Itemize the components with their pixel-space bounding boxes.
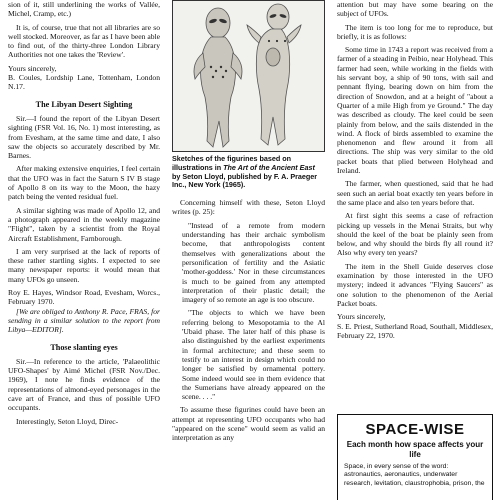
ad-body: Space, in every sense of the word: astronautics, aeronautics, underwater research, levitation, claustrophobia, prison, the <box>344 463 485 487</box>
figure-caption <box>172 155 325 190</box>
column2-paragraph-1: Concerning himself with these, Seton Lloyd writes (p. 25): <box>172 198 325 217</box>
caption-suffix: by Seton Lloyd, published by F. A. Praeger Inc., New York (1965). <box>172 171 318 190</box>
column3-paragraph-4: At first sight this seems a case of refraction picking up vessels in the Menai Straits, but why should the keel of the boat be plainly seen from below, and why should the birds fly all round it? Also why every ten years? <box>337 211 493 258</box>
library-signature: B. Coules, Lordship Lane, Tottenham, London N.17. <box>8 73 160 92</box>
column-1 <box>8 0 160 430</box>
quote-2: "The objects to which we have been referring belong to Mesopotamia to the Al 'Ubaid phase. The later half of this phase is also distinguished by the earliest experiments in formal architecture; and these seem to testify to an interest in design which could no longer be satisfied by ornamental pottery. Some indeed would see in them evidence that the Sumerians have already appeared on the scene. . . ." <box>182 308 325 402</box>
libyan-paragraph-4: I am very surprised at the lack of reports of these rather startling sights. I expected to see many newspaper reports: it would mean that many UFOs go unseen. <box>8 246 160 284</box>
column3-paragraph-1: The item is too long for me to reproduce, but briefly, it is as follows: <box>337 22 493 41</box>
libyan-paragraph-3: A similar sighting was made of Apollo 12, and a photograph appeared in the weekly magazine "Flight", taken by a scientist from the Royal Aircraft Establishment, Farnborough. <box>8 205 160 243</box>
editor-note: [We are obliged to Anthony R. Pace, FRAS, for sending in a similar solution to the report from Libya—EDITOR]. <box>8 306 160 335</box>
libyan-heading: The Libyan Desert Sighting <box>35 99 133 109</box>
column3-paragraph-2: Some time in 1743 a report was received from a farmer of a steading in Peibio, near Holyhead. This farmer had seen, while working in the fields with his servant boy, a ship of 90 tons, with sail and pennant flying, bearing down on him from the direction of Snowdon, and at a height of "about a Quarter of a mile High from ye Ground." The day was described as cloudy. The keel could be seen plainly from below, and the sails distended in the wind. A flock of birds assembled to examine the phenomenon and flew around it from all directions. The ship was very similar to the old packet boats that plied between Holyhead and Ireland. <box>337 45 493 176</box>
figurine-sketch-image <box>172 0 325 152</box>
caption-prefix: Sketches of the figurines based on illustrations in <box>172 154 292 172</box>
column3-signature: S. E. Priest, Sutherland Road, Southall, Middlesex, February 22, 1970. <box>337 321 493 340</box>
figurine-sketch-icon <box>173 1 325 152</box>
column3-paragraph-5: The item in the Shell Guide deserves close examination by those interested in the UFO mystery; indeed it advances "Flying Saucers" as one solution to the phenomenon of the Aerial Packet boats. <box>337 261 493 308</box>
ad-subtitle: Each month how space affects your life <box>346 440 484 459</box>
column-2 <box>172 0 325 447</box>
column3-paragraph-3: The farmer, when questioned, said that he had seen such an aerial boat exactly ten years before in the same place and also ten years before that. <box>337 179 493 207</box>
slanting-heading: Those slanting eyes <box>50 342 118 352</box>
column3-sign-off: Yours sincerely, <box>337 312 386 322</box>
column3-paragraph-0: attention but may have some bearing on the subject of UFOs. <box>337 0 493 19</box>
column2-paragraph-2: To assume these figurines could have been an attempt at representing UFO occupants who had "appeared on the scene" would seem as valid an interpretation as any <box>172 405 325 443</box>
libyan-signature: Roy E. Hayes, Windsor Road, Evesham, Worcs., February 1970. <box>8 288 160 307</box>
column-3 <box>337 0 493 340</box>
ad-title: SPACE-WISE <box>365 421 465 438</box>
slanting-paragraph-1: Sir.—In reference to the article, 'Palaeolithic UFO-Shapes' by Aimé Michel (FSR Nov./Dec. 1969), I note he finds evidence of the representations of almond-eyed personages in the cave art of France, and thus of possible UFO occupants. <box>8 356 160 413</box>
library-paragraph: It is, of course, true that not all libraries are so well stocked. Moreover, as far as I have been able to find out, of the thirty-three London Library Authorities not one takes the 'Review'. <box>8 22 160 60</box>
caption-book-title: The Art of the Ancient East <box>223 162 315 172</box>
library-sign-off: Yours sincerely, <box>8 63 57 73</box>
continuation-text: sion of it, still underlining the works of Vallée, Michel, Cramp, etc.) <box>8 0 160 19</box>
libyan-paragraph-1: Sir.—I found the report of the Libyan Desert sighting (FSR Vol. 16, No. 1) most interesting, as from Evesham, at the same time and date, I also saw the objects so accurately described by Mr. Barnes. <box>8 113 160 161</box>
space-wise-ad-box <box>337 414 493 500</box>
libyan-paragraph-2: After making extensive enquiries, I feel certain that the UFO was in fact the Saturn S IV B stage of Apollo 8 on its way to the Moon, the hazy patch being the vented residual fuel. <box>8 164 160 202</box>
slanting-paragraph-2: Interestingly, Seton Lloyd, Direc- <box>16 416 119 426</box>
quote-1: "Instead of a remote from modern understanding has their archaic symbolism become, that anthropologists content themselves with generalizations about the personification of fertility and the Asiatic 'mother-goddess.' Nor in these circumstances is much to be gained from any attempted interpretation of their plastic detail; the imagery of so remote an age is too obscure. <box>182 220 325 305</box>
